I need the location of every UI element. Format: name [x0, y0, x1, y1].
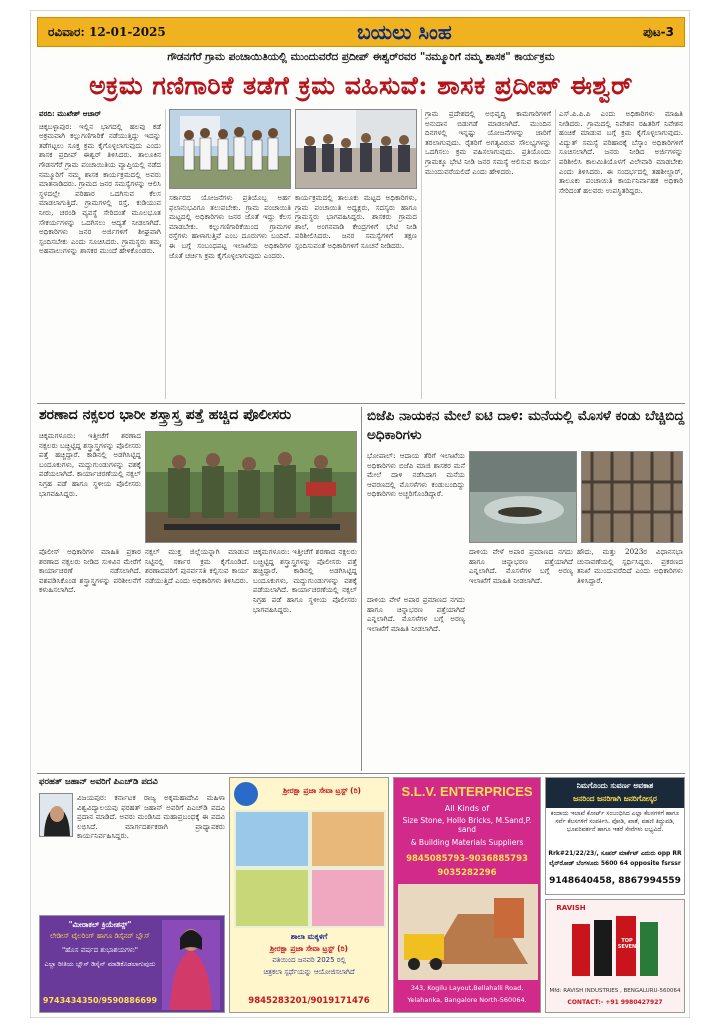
trust-ad-name: ಶ್ರೀರಕ್ಷಾ ಪ್ರಜಾ ಸೇವಾ ಟ್ರಸ್ಟ್ (ರಿ): [283, 786, 361, 795]
trust-ad-name2: ಶ್ರೀರಕ್ಷಾ ಪ್ರಜಾ ಸೇವಾ ಟ್ರಸ್ಟ್ (ರಿ): [270, 944, 348, 953]
naxal-story-headline: ಶರಣಾದ ನಕ್ಸಲರ ಭಾರೀ ಶಸ್ತ್ರಾಸ್ತ್ರ ಪತ್ತೆ ಹಚ್ಚಿದ ಪೊಲೀಸರು: [39, 407, 292, 423]
trust-ad-line4: ಚಿತ್ರಕಲಾ ಸ್ಪರ್ಧೆಯನ್ನು ಆಯೋಜಿಸಲಾಗಿದೆ: [263, 968, 355, 976]
slv-ad-line2: Size Stone, Hollo Bricks, M.Sand,P. sand: [402, 816, 532, 834]
slv-enterprises-ad: [393, 777, 541, 1013]
survey-ad-phone: 9148640458, 8867994559: [549, 876, 681, 886]
it-raid-col3-text: ಹೌದು, ಮತ್ತು 2023ರ ವಿಧಾನಸಭಾ ಚುನಾವಣೆಯಲ್ಲಿ ಸ್ಪರ್ಧಿಸಿದ್ದರು. ಪ್ರಕರಣದ ತನಿಖೆ ಮುಂದುವರೆದಿದೆ ಎಂದು ಅಧಿಕಾರಿಗಳು ತಿಳಿಸಿದ್ದಾರೆ.: [577, 547, 683, 585]
naxal-col1-repeat: ಚಿಕ್ಕಮಗಳೂರು: ಇತ್ತೀಚೆಗೆ ಶರಣಾದ ನಕ್ಸಲರು ಬಚ್ಚಿಟ್ಟಿದ್ದ ಶಸ್ತ್ರಾಸ್ತ್ರಗಳನ್ನು ಪೊಲೀಸರು ಪತ್ತೆ ಹಚ್ಚಿದ್ದಾರೆ. ಕಾಡಿನಲ್ಲಿ ಅಡಗಿಸಿಟ್ಟಿದ್ದ ಬಂದೂಕುಗಳು, ಮದ್ದುಗುಂಡುಗಳನ್ನು ವಶಕ್ಕೆ ಪಡೆಯಲಾಗಿದೆ. ಕಾರ್ಯಾಚರಣೆಯಲ್ಲಿ ನಕ್ಸಲ್ ನಿಗ್ರಹ ಪಡೆ ಹಾಗೂ ಸ್ಥಳೀಯ ಪೊಲೀಸರು ಭಾಗವಹಿಸಿದ್ದರು.: [253, 547, 357, 614]
lead-col4-text: ಗ್ರಾಮ ಪ್ರದೇಶದಲ್ಲಿ ಅಭಿವೃದ್ಧಿ ಕಾಮಗಾರಿಗಳಿಗೆ ಅನುದಾನ ಬಿಡುಗಡೆ ಮಾಡಲಾಗಿದೆ. ಮುಂದಿನ ದಿನಗಳಲ್ಲಿ ಇನ್ನಷ್ಟು ಯೋಜನೆಗಳನ್ನು ಜಾರಿಗೆ ತರಲಾಗುವುದು. ರೈತರಿಗೆ ಅಗತ್ಯವಿರುವ ಸೌಲಭ್ಯಗಳನ್ನು ಒದಗಿಸಲು ಕ್ರಮ ವಹಿಸಲಾಗುವುದು. ಪ್ರತಿಯೊಂದು ಗ್ರಾಮಕ್ಕೂ ಭೇಟಿ ನೀಡಿ ಜನರ ಸಮಸ್ಯೆ ಆಲಿಸುವ ಕಾರ್ಯ ಮುಂದುವರೆಯಲಿದೆ ಎಂದು ಹೇಳಿದರು.: [425, 109, 551, 176]
it-raid-col1-text: ಭೋಪಾಲ್: ಆದಾಯ ತೆರಿಗೆ ಇಲಾಖೆಯ ಅಧಿಕಾರಿಗಳು ಬಿಜೆಪಿ ಮಾಜಿ ಶಾಸಕರ ಮನೆ ಮೇಲೆ ದಾಳಿ ನಡೆಸಿದಾಗ ಮನೆಯ ಆವರಣದಲ್ಲಿ ಮೊಸಳೆಗಳು ಕಂಡುಬಂದಿದ್ದು ಅಧಿಕಾರಿಗಳು ಅಚ್ಚರಿಗೊಂಡಿದ್ದಾರೆ.: [367, 451, 465, 499]
section-divider: [37, 773, 685, 774]
phd-body-text: ವಿಜಯಪುರ: ಕರ್ನಾಟಕ ರಾಜ್ಯ ಅಕ್ಕಮಹಾದೇವಿ ಮಹಿಳಾ ವಿಶ್ವವಿದ್ಯಾಲಯವು ಫರಹತ್ ಜಹಾನ್ ಅವರಿಗೆ ಪಿಎಚ್‌ಡಿ ಪದವಿ ಪ್ರದಾನ ಮಾಡಿದೆ. ಅವರು ಮಂಡಿಸಿದ ಮಹಾಪ್ರಬಂಧಕ್ಕೆ ಈ ಪದವಿ ಲಭಿಸಿದೆ. ಮಾರ್ಗದರ್ಶಕರಾಗಿ ಪ್ರಾಧ್ಯಾಪಕರು ಕಾರ್ಯನಿರ್ವಹಿಸಿದ್ದರು.: [77, 793, 225, 841]
mira-ad-phone: 9743434350/9590886699: [42, 996, 158, 1005]
newspaper-title: ಬಯಲು ಸಿಂಹ: [357, 20, 452, 44]
it-raid-column-1b: [367, 595, 465, 769]
slv-ad-address2: Yelahanka, Bangalore North-560064.: [407, 996, 527, 1004]
it-raid-col2-repeat: ದಾಳಿಯ ವೇಳೆ ಅಪಾರ ಪ್ರಮಾಣದ ನಗದು ಹಾಗೂ ಚಿನ್ನಾಭರಣ ಪತ್ತೆಯಾಗಿದೆ ಎನ್ನಲಾಗಿದೆ. ಮೊಸಳೆಗಳ ಬಗ್ಗೆ ಅರಣ್ಯ ಇಲಾಖೆಗೆ ಮಾಹಿತಿ ನೀಡಲಾಗಿದೆ.: [367, 595, 465, 633]
section-divider-vertical: [361, 407, 362, 771]
ravish-ad-brand: RAVISH: [556, 904, 586, 912]
masthead: [37, 17, 685, 47]
mira-ad-line3: "ಹೊಸ ವರ್ಷದ ಶುಭಾಶಯಗಳು": [61, 946, 139, 954]
slv-ad-phone1: 9845085793-9036885793: [406, 854, 528, 864]
slv-ad-address1: 343, Kogilu Layout,Bellahalli Road,: [410, 984, 524, 992]
lead-col5-text: ಎಸ್.ಪಿ.ಪಿ.ಪಿ ಎಂದು ಅಧಿಕಾರಿಗಳು ಮಾಹಿತಿ ನೀಡಿದರು. ಗ್ರಾಮದಲ್ಲಿ ನಿವೇಶನ ರಹಿತರಿಗೆ ನಿವೇಶನ ಹಂಚಿಕೆ ಮಾಡುವ ಬಗ್ಗೆ ಕ್ರಮ ಕೈಗೊಳ್ಳಲಾಗುವುದು. ವಿದ್ಯುತ್ ಸಮಸ್ಯೆ ಪರಿಹಾರಕ್ಕೆ ಬೆಸ್ಕಾಂ ಅಧಿಕಾರಿಗಳಿಗೆ ಸೂಚಿಸಲಾಗಿದೆ. ಜನರು ನೀಡಿದ ಅರ್ಜಿಗಳನ್ನು ಪರಿಶೀಲಿಸಿ ಕಾಲಮಿತಿಯೊಳಗೆ ವಿಲೇವಾರಿ ಮಾಡಬೇಕು ಎಂದು ತಿಳಿಸಿದರು. ಈ ಸಂದರ್ಭದಲ್ಲಿ ತಹಶೀಲ್ದಾರ್, ತಾಲೂಕು ಪಂಚಾಯಿತಿ ಕಾರ್ಯನಿರ್ವಾಹಕ ಅಧಿಕಾರಿ ಸೇರಿದಂತೆ ಹಲವರು ಉಪಸ್ಥಿತರಿದ್ದರು.: [559, 109, 683, 195]
lead-column-2: [169, 193, 291, 399]
mira-ad-line4: ಎಲ್ಲಾ ರೀತಿಯ ಬ್ಲೌಸ್ ಡಿಸೈನ್ ಮಾಡಿಕೊಡಲಾಗುವುದು: [44, 960, 156, 968]
lead-column-5: [559, 109, 683, 399]
ravish-ad-footer: Mfd: RAVISH INDUSTRIES , BENGALURU-560064: [549, 988, 681, 994]
column-divider: [555, 109, 556, 399]
naxal-column-2: [145, 547, 249, 769]
lead-col2-text: ಸರ್ಕಾರದ ಯೋಜನೆಗಳು ಪ್ರತಿಯೊಬ್ಬ ಅರ್ಹ ಫಲಾನುಭವಿಗೂ ತಲುಪಬೇಕು. ಗ್ರಾಮ ಪಂಚಾಯಿತಿ ಮಟ್ಟದಲ್ಲಿ ಅಧಿಕಾರಿಗಳು ಜನರ ಜೊತೆ ಇದ್ದು ಕೆಲಸ ಮಾಡಬೇಕು. ಕಲ್ಲುಗಣಿಗಾರಿಕೆಯಿಂದ ಗ್ರಾಮಗಳ ರಸ್ತೆಗಳು ಹಾಳಾಗುತ್ತಿವೆ ಎಂಬ ದೂರುಗಳು ಬಂದಿವೆ. ಈ ಬಗ್ಗೆ ಸಂಬಂಧಪಟ್ಟ ಇಲಾಖೆಯ ಅಧಿಕಾರಿಗಳ ಜೊತೆ ಚರ್ಚಿಸಿ ಕ್ರಮ ಕೈಗೊಳ್ಳಲಾಗುವುದು ಎಂದರು.: [169, 193, 291, 260]
it-raid-column-2: [469, 547, 573, 769]
lead-photo-1: [169, 109, 291, 189]
phd-story-headline: ಫರಹತ್ ಜಹಾನ್ ಅವರಿಗೆ ಪಿಎಚ್‌ಡಿ ಪದವಿ: [39, 777, 158, 787]
slv-ad-name: S.L.V. ENTERPRICES: [401, 784, 533, 799]
lead-subheadline: ಗೌಡನಗೆರೆ ಗ್ರಾಮ ಪಂಚಾಯಿತಿಯಲ್ಲಿ ಮುಂದುವರೆದ ಪ್ರದೀಪ್ ಈಶ್ವರ್‌ರವರ "ನಮ್ಮೂರಿಗೆ ನಮ್ಮ ಶಾಸಕ" ಕಾರ್ಯಕ್ರಮ: [167, 51, 555, 63]
naxal-col3-text: ನಕ್ಸಲ್ ಮುಕ್ತ ಜಿಲ್ಲೆಯನ್ನಾಗಿ ಮಾಡುವ ನಿಟ್ಟಿನಲ್ಲಿ ಸರ್ಕಾರ ಕ್ರಮ ಕೈಗೊಂಡಿದೆ. ಶರಣಾದವರಿಗೆ ಪುನರ್ವಸತಿ ಕಲ್ಪಿಸುವ ಕಾರ್ಯ ನಡೆಯುತ್ತಿದೆ ಎಂದು ಅಧಿಕಾರಿಗಳು ತಿಳಿಸಿದರು.: [145, 547, 249, 585]
it-raid-column-3: [577, 547, 683, 769]
trust-ad-collage: [234, 810, 386, 928]
ravish-ad-product-name: TOP SEVEN: [617, 938, 637, 950]
slv-ad-line1: All Kinds of: [444, 804, 490, 813]
naxal-column-1b: [39, 547, 141, 769]
naxal-col2-text: ಪೊಲೀಸ್ ಅಧಿಕಾರಿಗಳ ಮಾಹಿತಿ ಪ್ರಕಾರ ಶರಣಾದ ನಕ್ಸಲರು ನೀಡಿದ ಸುಳಿವಿನ ಮೇರೆಗೆ ಕಾರ್ಯಾಚರಣೆ ನಡೆಸಲಾಗಿದೆ. ವಶಪಡಿಸಿಕೊಂಡ ಶಸ್ತ್ರಾಸ್ತ್ರಗಳನ್ನು ಪರಿಶೀಲನೆಗೆ ಕಳುಹಿಸಲಾಗಿದೆ.: [39, 547, 141, 595]
survey-ad-body: ಕಂದಾಯ ಇಲಾಖೆ ಕೋರ್ಟ್ ಸಂಬಂಧಿಸಿದ ಎಲ್ಲಾ ಕೆಲಸಗಳಿಗೆ ಹಾಗೂ ಸರ್ವೆ ಕೆಲಸಗಳಿಗೆ ಸಂಪರ್ಕಿಸಿ. ಪೋಡಿ, ಖಾತೆ, ಪಹಣಿ ತಿದ್ದುಪಡಿ, ಭೂಪರಿವರ್ತನೆ ಹಾಗೂ ಇತರೆ ಸೇವೆಗಳು ಲಭ್ಯವಿದೆ.: [550, 810, 680, 833]
ravish-ad-contact: CONTACT:- +91 9980427927: [567, 999, 663, 1006]
slv-ad-truck-image: [398, 884, 538, 980]
column-divider: [421, 109, 422, 399]
survey-ad-title1: ನಿಮಗೊಂದು ಸುವರ್ಣ ಅವಕಾಶ: [576, 781, 654, 790]
it-raid-photo-2: [581, 451, 683, 543]
lead-headline: ಅಕ್ರಮ ಗಣಿಗಾರಿಕೆ ತಡೆಗೆ ಕ್ರಮ ವಹಿಸುವೆ: ಶಾಸಕ ಪ್ರದೀಪ್ ಈಶ್ವರ್: [89, 71, 633, 100]
it-raid-col2-text: ದಾಳಿಯ ವೇಳೆ ಅಪಾರ ಪ್ರಮಾಣದ ನಗದು ಹಾಗೂ ಚಿನ್ನಾಭರಣ ಪತ್ತೆಯಾಗಿದೆ ಎನ್ನಲಾಗಿದೆ. ಮೊಸಳೆಗಳ ಬಗ್ಗೆ ಅರಣ್ಯ ಇಲಾಖೆಗೆ ಮಾಹಿತಿ ನೀಡಲಾಗಿದೆ.: [469, 547, 573, 585]
it-raid-column-1: [367, 451, 465, 591]
ravish-industries-ad: [545, 899, 685, 1013]
mira-ad-line2: ಲೇಡೀಸ್ ಟೈಲರಿಂಗ್ ಹಾಗೂ ಡಿಸೈನರ್ ಬ್ಲೌಸ್: [50, 932, 150, 940]
lead-column-4: [425, 109, 551, 399]
lead-column-3: [295, 193, 417, 399]
naxal-column-3: [253, 547, 357, 769]
trust-ad-phone: 9845283201/9019171476: [248, 996, 370, 1006]
page-number: ಪುಟ-3: [643, 24, 674, 39]
trust-ad-line3: ವತಿಯಿಂದ ಜನವರಿ 2025 ರಲ್ಲಿ: [272, 956, 346, 964]
lead-col1-text: ಚಿಕ್ಕಬಳ್ಳಾಪುರ: ಇಲ್ಲಿನ ಭಾಗದಲ್ಲಿ ಹಲವು ಕಡೆ ಅಕ್ರಮವಾಗಿ ಕಲ್ಲುಗಣಿಗಾರಿಕೆ ನಡೆಯುತ್ತಿದ್ದು ಇದನ್ನು ತಡೆಗಟ್ಟಲು ಸೂಕ್ತ ಕ್ರಮ ಕೈಗೊಳ್ಳಲಾಗುವುದು ಎಂದು ಶಾಸಕ ಪ್ರದೀಪ್ ಈಶ್ವರ್ ತಿಳಿಸಿದರು. ತಾಲೂಕಿನ ಗೌಡನಗೆರೆ ಗ್ರಾಮ ಪಂಚಾಯಿತಿಯ ವ್ಯಾಪ್ತಿಯಲ್ಲಿ ನಡೆದ ನಮ್ಮೂರಿಗೆ ನಮ್ಮ ಶಾಸಕ ಕಾರ್ಯಕ್ರಮದಲ್ಲಿ ಅವರು ಮಾತನಾಡಿದರು. ಗ್ರಾಮದ ಜನರ ಸಮಸ್ಯೆಗಳನ್ನು ಆಲಿಸಿ ಸ್ಥಳದಲ್ಲೇ ಪರಿಹಾರ ಒದಗಿಸುವ ಕೆಲಸ ಮಾಡಲಾಗುತ್ತಿದೆ. ಗ್ರಾಮಗಳಲ್ಲಿ ರಸ್ತೆ, ಕುಡಿಯುವ ನೀರು, ಚರಂಡಿ ವ್ಯವಸ್ಥೆ ಸೇರಿದಂತೆ ಮೂಲಭೂತ ಸೌಕರ್ಯಗಳನ್ನು ಒದಗಿಸಲು ಆದ್ಯತೆ ನೀಡಲಾಗಿದೆ. ಅಧಿಕಾರಿಗಳು ಜನರ ಅರ್ಜಿಗಳಿಗೆ ಶೀಘ್ರವಾಗಿ ಸ್ಪಂದಿಸಬೇಕು ಎಂದು ಸೂಚಿಸಿದರು. ಗ್ರಾಮಸ್ಥರು ತಮ್ಮ ಅಹವಾಲುಗಳನ್ನು ಶಾಸಕರ ಮುಂದೆ ಹೇಳಿಕೊಂಡರು.: [39, 121, 161, 256]
column-divider: [165, 109, 166, 399]
survey-services-ad: [545, 777, 685, 895]
trust-ad-sub: ಶಾಲಾ ಮಕ್ಕಳಿಗೆ: [290, 932, 328, 941]
srirakasha-trust-ad: [229, 777, 389, 1013]
it-raid-headline: ಬಿಜೆಪಿ ನಾಯಕನ ಮೇಲೆ ಐಟಿ ದಾಳಿ: ಮನೆಯಲ್ಲಿ ಮೊಸಳೆ ಕಂಡು ಬೆಚ್ಚಿಬಿದ್ದ ಅಧಿಕಾರಿಗಳು: [367, 408, 685, 443]
mira-ad-model-image: [162, 920, 220, 1010]
mira-ad-title: "ಮೀರಾಕಲ್ ಕ್ರಿಯೇಶನ್ಸ್": [68, 920, 132, 929]
survey-ad-address2: ಲೈನ್‌ರೋಡ್ ಬೆಂಗಳೂರು 5600 64 opposite fsrssr: [549, 860, 681, 867]
trust-logo-icon: [234, 782, 258, 806]
section-divider: [37, 403, 685, 404]
naxal-photo: [145, 431, 357, 543]
lead-byline: ವರದಿ: ಮುಖೇಶ್ ಆಚಾರ್: [39, 109, 102, 118]
naxal-column-1: [39, 431, 141, 543]
phd-portrait: [39, 793, 73, 837]
survey-ad-address: Rrk#21/22/23/, ಸೂಪರ್ ಮಾರ್ಕೆಟ್ ಎದುರು opp RR: [548, 850, 682, 857]
phd-body: [77, 793, 225, 913]
survey-ad-title2: ಜನರಿಂದ ಜನರಿಗಾಗಿ ಜನರಿಗೋಸ್ಕರ: [573, 794, 657, 803]
lead-col3-text: ಕಾರ್ಯಕ್ರಮದಲ್ಲಿ ತಾಲೂಕು ಮಟ್ಟದ ಅಧಿಕಾರಿಗಳು, ಗ್ರಾಮ ಪಂಚಾಯಿತಿ ಅಧ್ಯಕ್ಷರು, ಸದಸ್ಯರು ಹಾಗೂ ಗ್ರಾಮಸ್ಥರು ಭಾಗವಹಿಸಿದ್ದರು. ಶಾಸಕರು ಗ್ರಾಮದ ಶಾಲೆ, ಅಂಗನವಾಡಿ ಕೇಂದ್ರಗಳಿಗೆ ಭೇಟಿ ನೀಡಿ ಪರಿಶೀಲಿಸಿದರು. ಜನರ ಸಮಸ್ಯೆಗಳಿಗೆ ತಕ್ಷಣ ಸ್ಪಂದಿಸುವಂತೆ ಅಧಿಕಾರಿಗಳಿಗೆ ಸೂಚನೆ ನೀಡಿದರು.: [295, 193, 417, 250]
it-raid-photo-1: [469, 451, 577, 543]
mira-creations-ad: [39, 915, 225, 1013]
slv-ad-phone2: 9035282296: [437, 868, 497, 878]
lead-column-1: [39, 109, 161, 399]
naxal-col1-text: ಚಿಕ್ಕಮಗಳೂರು: ಇತ್ತೀಚೆಗೆ ಶರಣಾದ ನಕ್ಸಲರು ಬಚ್ಚಿಟ್ಟಿದ್ದ ಶಸ್ತ್ರಾಸ್ತ್ರಗಳನ್ನು ಪೊಲೀಸರು ಪತ್ತೆ ಹಚ್ಚಿದ್ದಾರೆ. ಕಾಡಿನಲ್ಲಿ ಅಡಗಿಸಿಟ್ಟಿದ್ದ ಬಂದೂಕುಗಳು, ಮದ್ದುಗುಂಡುಗಳನ್ನು ವಶಕ್ಕೆ ಪಡೆಯಲಾಗಿದೆ. ಕಾರ್ಯಾಚರಣೆಯಲ್ಲಿ ನಕ್ಸಲ್ ನಿಗ್ರಹ ಪಡೆ ಹಾಗೂ ಸ್ಥಳೀಯ ಪೊಲೀಸರು ಭಾಗವಹಿಸಿದ್ದರು.: [39, 431, 141, 498]
newspaper-page: [30, 10, 690, 1018]
lead-photo-2: [295, 109, 417, 189]
issue-date: ರವಿವಾರ: 12-01-2025: [48, 24, 166, 39]
slv-ad-line3: & Building Materials Suppliers: [410, 838, 524, 847]
